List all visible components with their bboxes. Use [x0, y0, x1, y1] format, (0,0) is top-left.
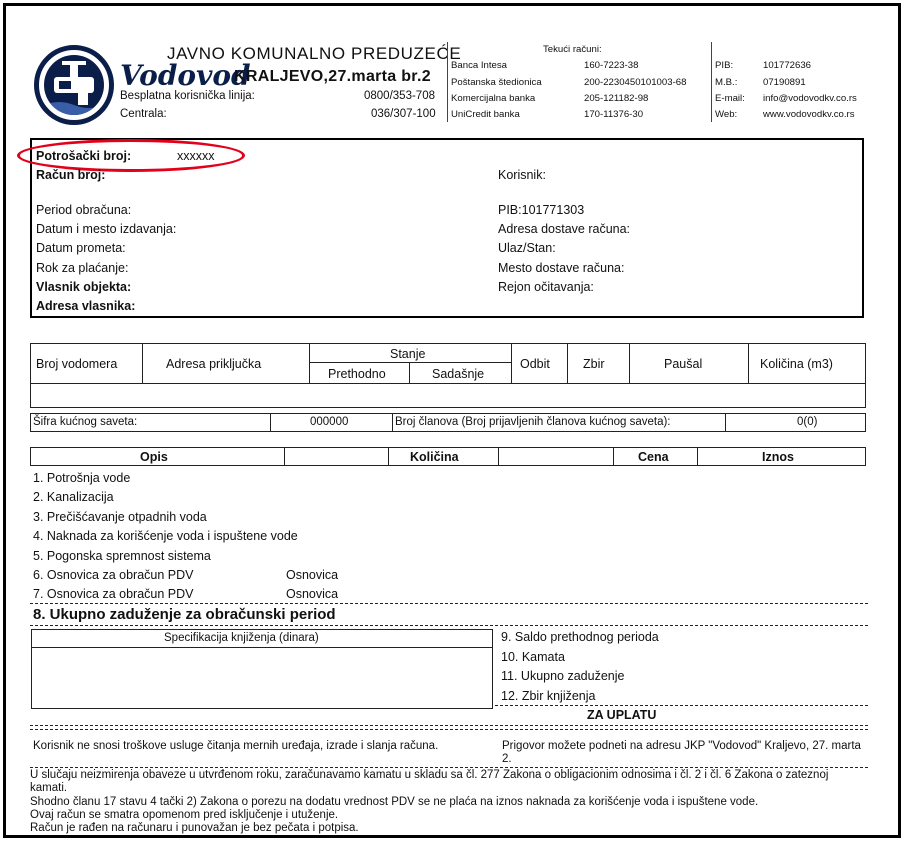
header-divider	[447, 42, 448, 122]
summary-line: 11. Ukupno zaduženje	[501, 669, 625, 683]
bank-name: Banca Intesa	[451, 60, 508, 71]
vat-note: Shodno članu 17 stavu 4 tački 2) Zakona o porezu na dodatu vrednost PDV se ne plaća na iznos naknada za korišćenje voda i ispuštene vode.	[30, 796, 759, 808]
previous-header: Prethodno	[328, 367, 386, 381]
total-charge-label: 8. Ukupno zaduženje za obračunski period	[33, 606, 336, 623]
council-members-value: 0(0)	[797, 416, 818, 428]
deduction-header: Odbit	[520, 357, 550, 371]
validity-note: Račun je rađen na računaru i punovažan je bez pečata i potpisa.	[30, 822, 359, 834]
bank-account: 200-2230450101003-68	[584, 77, 687, 88]
id-value: 07190891	[763, 77, 806, 88]
bank-account: 170-11376-30	[584, 109, 644, 120]
owner-address-label: Adresa vlasnika:	[36, 299, 136, 313]
warning-note: Ovaj račun se smatra opomenom pred isključenje i utuženje.	[30, 809, 339, 821]
summary-line: 12. Zbir knjiženja	[501, 689, 596, 703]
desc-header: Opis	[140, 450, 168, 464]
billing-period-label: Period obračuna:	[36, 203, 132, 217]
council-code-label: Šifra kućnog saveta:	[33, 416, 138, 428]
free-line-value: 0800/353-708	[364, 90, 435, 102]
sum-header: Zbir	[583, 357, 605, 371]
central-value: 036/307-100	[371, 108, 436, 120]
id-value: 101772636	[763, 60, 812, 71]
summary-line: 9. Saldo prethodnog perioda	[501, 630, 659, 644]
item-line: 7. Osnovica za obračun PDV	[33, 587, 194, 601]
invoice-number-label: Račun broj:	[36, 168, 106, 182]
accounts-title: Tekući računi:	[543, 44, 602, 55]
item-line: 1. Potrošnja vode	[33, 471, 131, 485]
current-header: Sadašnje	[432, 367, 485, 381]
id-value: www.vodovodkv.co.rs	[763, 109, 855, 120]
entrance-apartment-label: Ulaz/Stan:	[498, 241, 556, 255]
amount-due-label: ZA UPLATU	[587, 708, 657, 722]
flat-header: Paušal	[664, 357, 703, 371]
issue-date-label: Datum i mesto izdavanja:	[36, 222, 177, 236]
summary-line: 10. Kamata	[501, 650, 565, 664]
owner-label: Vlasnik objekta:	[36, 280, 132, 294]
free-line-label: Besplatna korisnička linija:	[120, 90, 255, 102]
id-label: M.B.:	[715, 77, 738, 88]
basis-label: Osnovica	[286, 568, 339, 582]
delivery-address-label: Adresa dostave računa:	[498, 222, 631, 236]
basis-label: Osnovica	[286, 587, 339, 601]
item-line: 5. Pogonska spremnost sistema	[33, 549, 211, 563]
connection-address-header: Adresa priključka	[166, 357, 262, 371]
council-members-label: Broj članova (Broj prijavljenih članova kućnog saveta):	[395, 416, 671, 428]
bank-account: 205-121182-98	[584, 93, 649, 104]
id-label: PIB:	[715, 60, 734, 71]
item-line: 2. Kanalizacija	[33, 490, 114, 504]
brand-name: Vodovod	[120, 59, 251, 92]
quantity-m3-header: Količina (m3)	[760, 357, 833, 371]
central-label: Centrala:	[120, 108, 167, 120]
item-line: 6. Osnovica za obračun PDV	[33, 568, 194, 582]
pib-field: PIB:101771303	[498, 203, 585, 217]
consumer-number-label: Potrošački broj:	[36, 149, 132, 163]
user-label: Korisnik:	[498, 168, 546, 182]
amount-header: Iznos	[762, 450, 794, 464]
id-label: Web:	[715, 109, 738, 120]
id-label: E-mail:	[715, 93, 745, 104]
id-value: info@vodovodkv.co.rs	[763, 93, 857, 104]
meter-number-header: Broj vodomera	[36, 357, 118, 371]
bank-name: Poštanska štedionica	[451, 77, 542, 88]
interest-note: U slučaju neizmirenja obaveze u utvrđenom roku, zaračunavamo kamatu u skladu sa čl. 277 Zakona o obligacionim odnosima i čl. 2 i čl. 6 Zakona o zateznoj kamati.	[30, 769, 829, 794]
reading-cost-note: Korisnik ne snosi troškove usluge čitanja mernih uređaja, izrade i slanja računa.	[33, 740, 439, 752]
city-address: KRALJEVO,27.marta br.2	[234, 68, 431, 85]
header-divider	[711, 42, 712, 122]
booking-spec-title: Specifikacija knjiženja (dinara)	[164, 632, 319, 644]
item-quantity-header: Količina	[410, 450, 459, 464]
price-header: Cena	[638, 450, 669, 464]
due-date-label: Rok za plaćanje:	[36, 261, 129, 275]
state-header: Stanje	[390, 347, 426, 361]
bank-name: UniCredit banka	[451, 109, 520, 120]
item-line: 3. Prečišćavanje otpadnih voda	[33, 510, 207, 524]
company-line: JAVNO KOMUNALNO PREDUZEĆE	[167, 44, 462, 63]
bank-account: 160-7223-38	[584, 60, 639, 71]
delivery-place-label: Mesto dostave računa:	[498, 261, 625, 275]
complaint-note: Prigovor možete podneti na adresu JKP "Vodovod" Kraljevo, 27. marta 2.	[502, 740, 861, 765]
transaction-date-label: Datum prometa:	[36, 241, 126, 255]
item-line: 4. Naknada za korišćenje voda i ispuštene vode	[33, 529, 298, 543]
reading-region-label: Rejon očitavanja:	[498, 280, 594, 294]
bank-name: Komercijalna banka	[451, 93, 536, 104]
council-code-value: 000000	[310, 416, 349, 428]
faucet-icon	[44, 55, 104, 115]
consumer-number-value: xxxxxx	[177, 149, 215, 163]
